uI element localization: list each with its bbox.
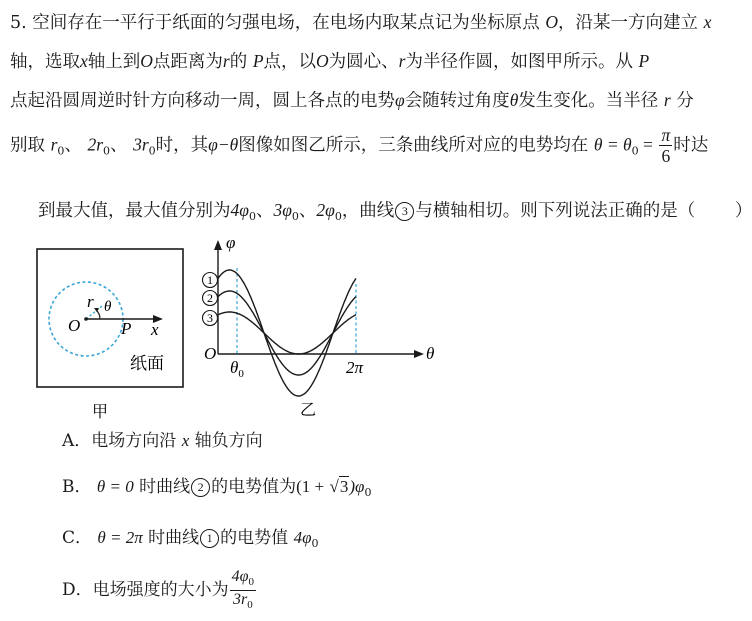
- figure-jia: [30, 244, 190, 424]
- question-text: 点起沿圆周逆时针方向移动一周，圆上各点的电势: [10, 91, 395, 111]
- curve-label-3: [203, 311, 218, 326]
- option-a[interactable]: [62, 432, 263, 450]
- tick-two-pi: 2π: [346, 358, 364, 377]
- fraction-field-strength: [230, 569, 256, 611]
- tick-theta0-sub: 0: [238, 368, 244, 380]
- phi-axis-arrowhead: [214, 240, 222, 250]
- question-text: 会随转过角度: [404, 91, 510, 111]
- question-text: ，曲线: [341, 201, 395, 221]
- option-b-text: 的电势值为: [211, 477, 297, 497]
- option-a-text: 轴负方向: [194, 431, 263, 451]
- label-o: O: [68, 316, 81, 335]
- subscript: 0: [57, 144, 65, 158]
- symbol-theta: θ: [509, 90, 519, 110]
- equals-sign: =: [638, 134, 653, 155]
- theta-axis-arrowhead: [414, 350, 424, 358]
- symbol-r: r: [222, 51, 230, 71]
- fraction-numerator: π: [661, 125, 671, 145]
- circled-number-1: 1: [200, 529, 219, 548]
- origin-point: [84, 317, 88, 321]
- denominator-value: 3r: [232, 591, 248, 608]
- fraction-denominator: 6: [661, 146, 671, 167]
- question-text: 轴上到: [87, 52, 141, 72]
- value-3phi0: 3φ: [273, 200, 292, 220]
- label-theta: θ: [104, 299, 112, 315]
- question-text: 图像如图乙所示，三条曲线所对应的电势均在: [238, 135, 589, 156]
- value-2phi0: 2φ: [316, 200, 335, 220]
- curve-3: [218, 312, 356, 354]
- sqrt-radicand: 3: [339, 477, 349, 496]
- paper-label: 纸面: [130, 354, 164, 373]
- subscript: 0: [311, 537, 319, 550]
- symbol-2r0: 2r: [87, 134, 104, 155]
- subscript: 0: [148, 144, 156, 158]
- question-text: 别取: [10, 135, 45, 156]
- symbol-p: P: [252, 51, 264, 71]
- label-x: x: [151, 320, 159, 339]
- symbol-r0: r: [50, 134, 58, 155]
- curve-label-1-text: 1: [207, 273, 213, 287]
- tick-theta0-main: θ: [230, 358, 239, 377]
- caption-jia: 甲: [92, 404, 109, 421]
- separator: 、: [255, 201, 274, 221]
- separator: 、: [298, 201, 317, 221]
- symbol-r: r: [663, 90, 671, 110]
- axis-label-theta: θ: [426, 344, 435, 363]
- question-number: 5.: [10, 13, 27, 33]
- option-c-text: 的电势值: [220, 528, 289, 548]
- symbol-o: O: [545, 12, 558, 32]
- value-part: (1 +: [296, 477, 325, 496]
- symbol-3r0: 3r: [133, 134, 149, 155]
- subscript: 0: [631, 144, 639, 158]
- symbol-phi: φ: [395, 90, 405, 110]
- question-text: 点，以: [263, 52, 317, 72]
- option-a-letter: A．: [62, 431, 92, 451]
- subscript: 0: [247, 599, 253, 611]
- question-text: 的: [229, 52, 248, 72]
- option-d-text: 电场强度的大小为: [92, 580, 229, 600]
- curve-label-3-text: 3: [207, 311, 213, 325]
- symbol-x: x: [181, 431, 190, 450]
- subscript: 0: [248, 210, 256, 223]
- question-line-1: [10, 14, 711, 33]
- option-b-letter: B．: [62, 477, 92, 497]
- answer-bracket: ）: [734, 201, 752, 221]
- origin-label: O: [204, 344, 217, 363]
- question-text: ，沿某一方向建立: [558, 13, 698, 33]
- question-line-4: [10, 126, 708, 168]
- option-c[interactable]: [62, 529, 318, 549]
- fraction-pi-over-6: [659, 126, 672, 166]
- separator: 、: [64, 135, 82, 156]
- value-4phi0: 4φ: [230, 200, 249, 220]
- subscript: 0: [291, 210, 299, 223]
- symbol-o: O: [140, 51, 153, 71]
- numerator-value: 4φ: [231, 568, 249, 586]
- sqrt-expression: √3: [329, 477, 349, 496]
- equation-theta-two-pi: θ = 2π: [97, 528, 143, 547]
- option-d[interactable]: [62, 566, 257, 614]
- question-text: 为半径作圆，如图甲所示。从: [405, 52, 633, 72]
- option-c-letter: C．: [62, 528, 93, 548]
- subscript: 0: [334, 210, 342, 223]
- equation-theta: θ = θ: [593, 134, 632, 155]
- separator: 、: [110, 135, 128, 156]
- question-text: 分: [676, 91, 694, 111]
- fraction-denominator: [230, 591, 256, 612]
- fraction-numerator: [230, 569, 256, 591]
- label-r: r: [87, 292, 94, 311]
- symbol-r: r: [398, 51, 406, 71]
- question-line-5: [38, 202, 752, 222]
- label-p: P: [121, 319, 132, 338]
- question-text: 时，其: [155, 135, 209, 156]
- caption-yi: 乙: [300, 402, 317, 419]
- symbol-p: P: [638, 51, 650, 71]
- symbol-x: x: [80, 51, 88, 71]
- curve-label-2-text: 2: [207, 291, 213, 305]
- subscript: 0: [364, 486, 372, 499]
- value-part: )φ: [349, 477, 365, 496]
- subscript: 0: [103, 144, 111, 158]
- value-4phi0: 4φ: [293, 528, 312, 547]
- symbol-o: O: [316, 51, 329, 71]
- question-line-3: [10, 92, 694, 111]
- option-c-text: 时曲线: [148, 528, 200, 548]
- question-text: 与横轴相切。则下列说法正确的是（: [415, 201, 696, 221]
- question-text: 点距离为: [152, 52, 223, 72]
- option-a-text: 电场方向沿: [91, 431, 177, 451]
- question-text: 时达: [673, 135, 709, 156]
- option-b[interactable]: [62, 478, 371, 498]
- curve-label-1: [203, 273, 218, 288]
- symbol-phi-theta: φ−θ: [208, 134, 239, 155]
- tick-theta0: [230, 358, 244, 380]
- option-b-text: 时曲线: [139, 477, 191, 497]
- axis-label-phi: φ: [226, 233, 236, 252]
- question-text: 空间存在一平行于纸面的匀强电场，在电场内取某点记为坐标原点: [32, 13, 540, 33]
- symbol-x: x: [703, 12, 712, 32]
- curve-2: [218, 291, 356, 375]
- question-text: 轴，选取: [10, 52, 80, 72]
- question-text: 到最大值，最大值分别为: [38, 201, 231, 221]
- question-line-2: [10, 53, 649, 72]
- subscript: 0: [248, 576, 254, 589]
- figure-yi: [196, 232, 448, 422]
- equation-theta-zero: θ = 0: [96, 477, 134, 496]
- option-d-letter: D．: [62, 580, 93, 600]
- curve-label-2: [203, 291, 218, 306]
- question-text: 为圆心、: [328, 52, 399, 72]
- question-text: 发生变化。当半径: [518, 91, 659, 111]
- circled-number-3: 3: [395, 202, 414, 221]
- theta-arc-arrowhead: [94, 308, 99, 312]
- circled-number-2: 2: [191, 478, 210, 497]
